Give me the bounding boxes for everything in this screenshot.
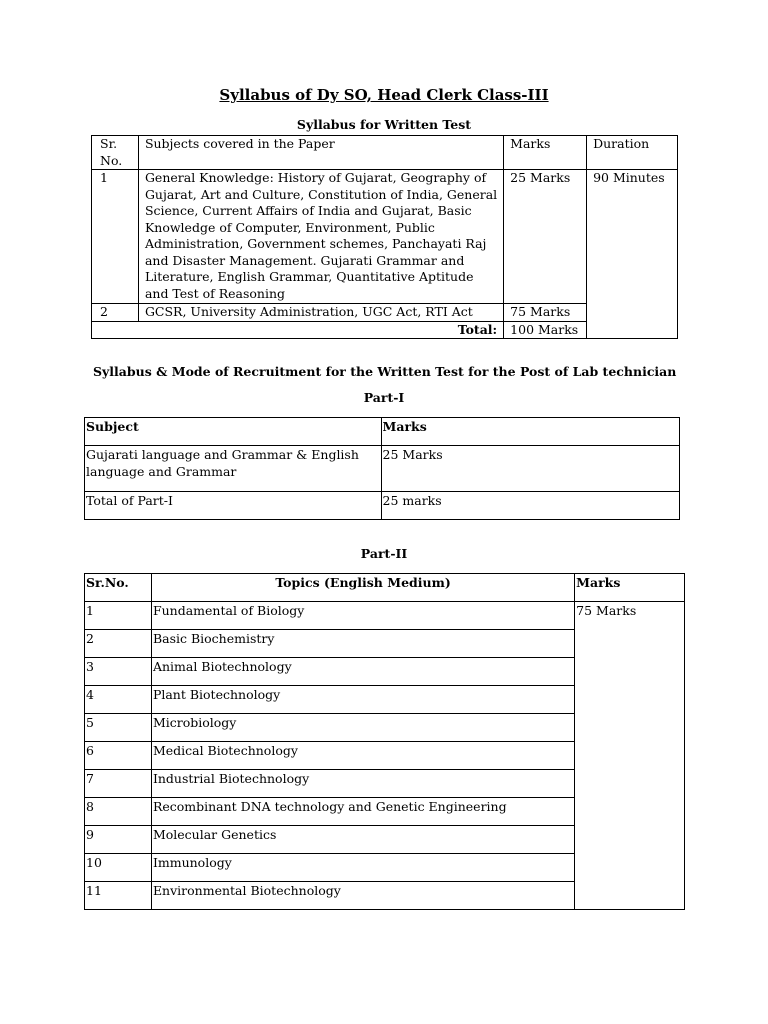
sr-no-header: Sr. No. <box>92 136 139 170</box>
part-1-heading: Part-I <box>363 390 405 405</box>
topic-cell: Recombinant DNA technology and Genetic Engineering <box>151 798 574 826</box>
sr-no-cell: 10 <box>85 854 152 882</box>
topic-cell: Immunology <box>151 854 574 882</box>
sr-no-cell: 11 <box>85 882 152 910</box>
sr-no-header: Sr.No. <box>85 574 152 602</box>
marks-cell: 25 Marks <box>504 170 587 304</box>
topic-cell: Environmental Biotechnology <box>151 882 574 910</box>
table-header-row <box>85 418 680 446</box>
lab-technician-heading: Syllabus & Mode of Recruitment for the Written Test for the Post of Lab technician <box>93 364 677 379</box>
topic-cell: Fundamental of Biology <box>151 602 574 630</box>
part-2-heading: Part-II <box>360 546 408 561</box>
marks-cell: 75 Marks <box>504 304 587 322</box>
subject-header: Subject <box>85 418 382 446</box>
written-test-heading: Syllabus for Written Test <box>296 117 472 132</box>
marks-header: Marks <box>575 574 685 602</box>
sr-no-cell: 5 <box>85 714 152 742</box>
topic-cell: Medical Biotechnology <box>151 742 574 770</box>
topic-cell: Molecular Genetics <box>151 826 574 854</box>
subjects-cell: General Knowledge: History of Gujarat, Geography of Gujarat, Art and Culture, Constitution of India, General Science, Current Affairs of India and Gujarat, Basic Knowledge of Computer, Environment, Public Administration, Government schemes, Panchayati Raj and Disaster Management. Gujarati Grammar and Literature, English Grammar, Quantitative Aptitude and Test of Reasoning <box>138 170 503 304</box>
sr-no-cell: 2 <box>92 304 139 322</box>
topics-header: Topics (English Medium) <box>151 574 574 602</box>
subjects-cell: GCSR, University Administration, UGC Act, RTI Act <box>138 304 503 322</box>
table-header-row <box>85 574 685 602</box>
table-row <box>85 446 680 492</box>
part-2-table <box>84 573 685 910</box>
duration-header: Duration <box>587 136 678 170</box>
sr-no-cell: 8 <box>85 798 152 826</box>
sr-no-cell: 2 <box>85 630 152 658</box>
total-label: Total: <box>92 321 504 339</box>
topic-cell: Microbiology <box>151 714 574 742</box>
part-1-table <box>84 417 680 520</box>
marks-cell: 25 Marks <box>381 446 679 492</box>
table-row <box>85 602 685 630</box>
marks-cell: 25 marks <box>381 492 679 520</box>
topic-cell: Industrial Biotechnology <box>151 770 574 798</box>
sr-no-cell: 7 <box>85 770 152 798</box>
table-header-row <box>92 136 678 170</box>
written-test-table <box>91 135 678 339</box>
subject-cell: Gujarati language and Grammar & English language and Grammar <box>85 446 382 492</box>
marks-cell: 75 Marks <box>575 602 685 910</box>
sr-no-cell: 6 <box>85 742 152 770</box>
topic-cell: Basic Biochemistry <box>151 630 574 658</box>
table-row <box>85 492 680 520</box>
marks-header: Marks <box>504 136 587 170</box>
subject-cell: Total of Part-I <box>85 492 382 520</box>
sr-no-cell: 9 <box>85 826 152 854</box>
sr-no-cell: 3 <box>85 658 152 686</box>
total-marks: 100 Marks <box>504 321 587 339</box>
sr-no-cell: 4 <box>85 686 152 714</box>
subjects-header: Subjects covered in the Paper <box>138 136 503 170</box>
table-row <box>92 170 678 304</box>
sr-no-cell: 1 <box>92 170 139 304</box>
page-title: Syllabus of Dy SO, Head Clerk Class-III <box>219 86 549 104</box>
topic-cell: Animal Biotechnology <box>151 658 574 686</box>
marks-header: Marks <box>381 418 679 446</box>
sr-no-cell: 1 <box>85 602 152 630</box>
duration-cell: 90 Minutes <box>587 170 678 339</box>
topic-cell: Plant Biotechnology <box>151 686 574 714</box>
